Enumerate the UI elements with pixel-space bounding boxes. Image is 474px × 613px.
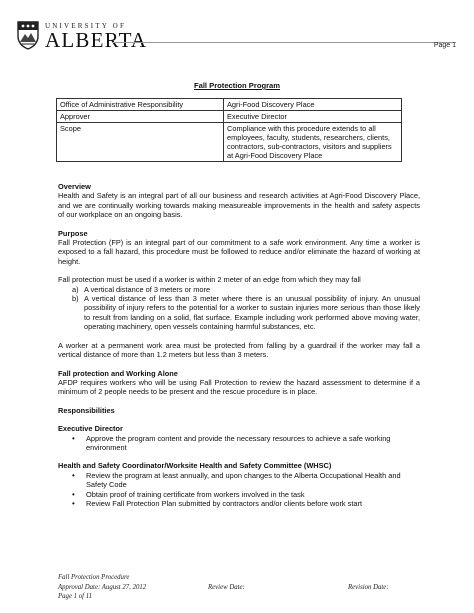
list-item <box>58 294 420 332</box>
table-cell-value: Agri-Food Discovery Place <box>224 99 402 111</box>
purpose-intro: Fall protection must be used if a worker is within 2 meter of an edge from which they may fall <box>58 275 361 285</box>
purpose-heading: Purpose <box>58 228 88 238</box>
hs-coordinator-heading: Health and Safety Coordinator/Worksite Health and Safety Committee (WHSC) <box>58 461 332 471</box>
page-number: Page 1 <box>433 42 456 49</box>
executive-director-heading: Executive Director <box>58 424 123 434</box>
page-header <box>16 20 456 60</box>
working-alone-text: AFDP requires workers who will be using Fall Protection to review the hazard assessment to determine if a minimum of 2 people needs to be present and the rescue procedure is in place. <box>58 377 420 397</box>
list-marker: b) <box>72 294 79 304</box>
footer-revision-date: Revision Date: <box>348 583 389 591</box>
overview-heading: Overview <box>58 182 91 191</box>
list-item-text: Review Fall Protection Plan submitted by contractors and/or clients before work start <box>86 498 363 508</box>
footer-review-date: Review Date: <box>208 583 245 591</box>
list-item-text: A vertical distance of 3 meters or more <box>84 284 211 294</box>
table-row <box>57 99 402 111</box>
page-footer <box>58 573 438 602</box>
document-title: Fall Protection Program <box>193 81 281 90</box>
overview-text: Health and Safety is an integral part of all our business and research activities at Agri-Food Discovery Place, and we are continually working towards making measureable improvements in the health and safety aspects of our workplace on an ongoing basis. <box>58 191 420 220</box>
university-crest-icon <box>16 20 40 50</box>
list-item <box>58 434 420 453</box>
document-body <box>58 182 420 508</box>
responsibility-table <box>56 98 402 162</box>
university-of-text: UNIVERSITY OF <box>45 22 127 30</box>
footer-doc-name: Fall Protection Procedure <box>58 574 130 581</box>
responsibilities-heading: Responsibilities <box>58 405 115 415</box>
list-item-text: Approve the program content and provide the necessary resources to achieve a safe working environment <box>86 433 391 452</box>
footer-page-of: Page 1 of 11 <box>58 593 93 600</box>
working-alone-heading: Fall protection and Working Alone <box>58 368 178 378</box>
footer-approval-date: Approval Date: August 27, 2012 <box>58 583 147 591</box>
university-name-text: ALBERTA <box>45 28 148 52</box>
list-item <box>58 499 420 508</box>
purpose-text: Fall Protection (FP) is an integral part of our commitment to a safe work environment. Any time a worker is exposed to a fall hazard, this procedure must be followed to reduce and/or eliminate the hazard of working at height. <box>58 238 420 266</box>
list-item <box>58 490 420 499</box>
bullet-icon: • <box>72 489 75 499</box>
bullet-icon: • <box>72 498 75 508</box>
table-cell-label: Approver <box>57 111 224 123</box>
table-cell-value: Executive Director <box>224 111 402 123</box>
header-rule <box>112 42 456 43</box>
bullet-icon: • <box>72 470 75 480</box>
table-cell-label: Office of Administrative Responsibility <box>57 99 224 111</box>
list-item <box>58 471 420 490</box>
list-item-text: Obtain proof of training certificate from workers involved in the task <box>86 489 305 499</box>
table-row <box>57 111 402 123</box>
table-cell-value: Compliance with this procedure extends to all employees, faculty, students, researchers, clients, contractors, sub-contractors, visitors and suppliers at Agri-Food Discovery Place <box>224 123 402 162</box>
university-wordmark <box>45 22 147 50</box>
bullet-icon: • <box>72 433 75 443</box>
list-item <box>58 285 420 294</box>
table-row <box>57 123 402 162</box>
list-item-text: Review the program at least annually, and upon changes to the Alberta Occupational Health and Safety Code <box>86 470 401 490</box>
university-logo <box>16 20 147 50</box>
table-cell-label: Scope <box>57 123 224 162</box>
guardrail-text: A worker at a permanent work area must be protected from falling by a guardrail if the worker may fall a vertical distance of more than 1.2 meters but less than 3 meters. <box>58 340 420 360</box>
list-item-text: A vertical distance of less than 3 meter where there is an unusual possibility of injury. An unusual possibility of injury refers to the potential for a worker to sustain injuries more serious than those likely to result from landing on a solid, flat surface. Example including work performed above moving water, operating machinery, open vessels containing harmful substances, etc. <box>84 294 420 332</box>
list-marker: a) <box>72 284 79 294</box>
